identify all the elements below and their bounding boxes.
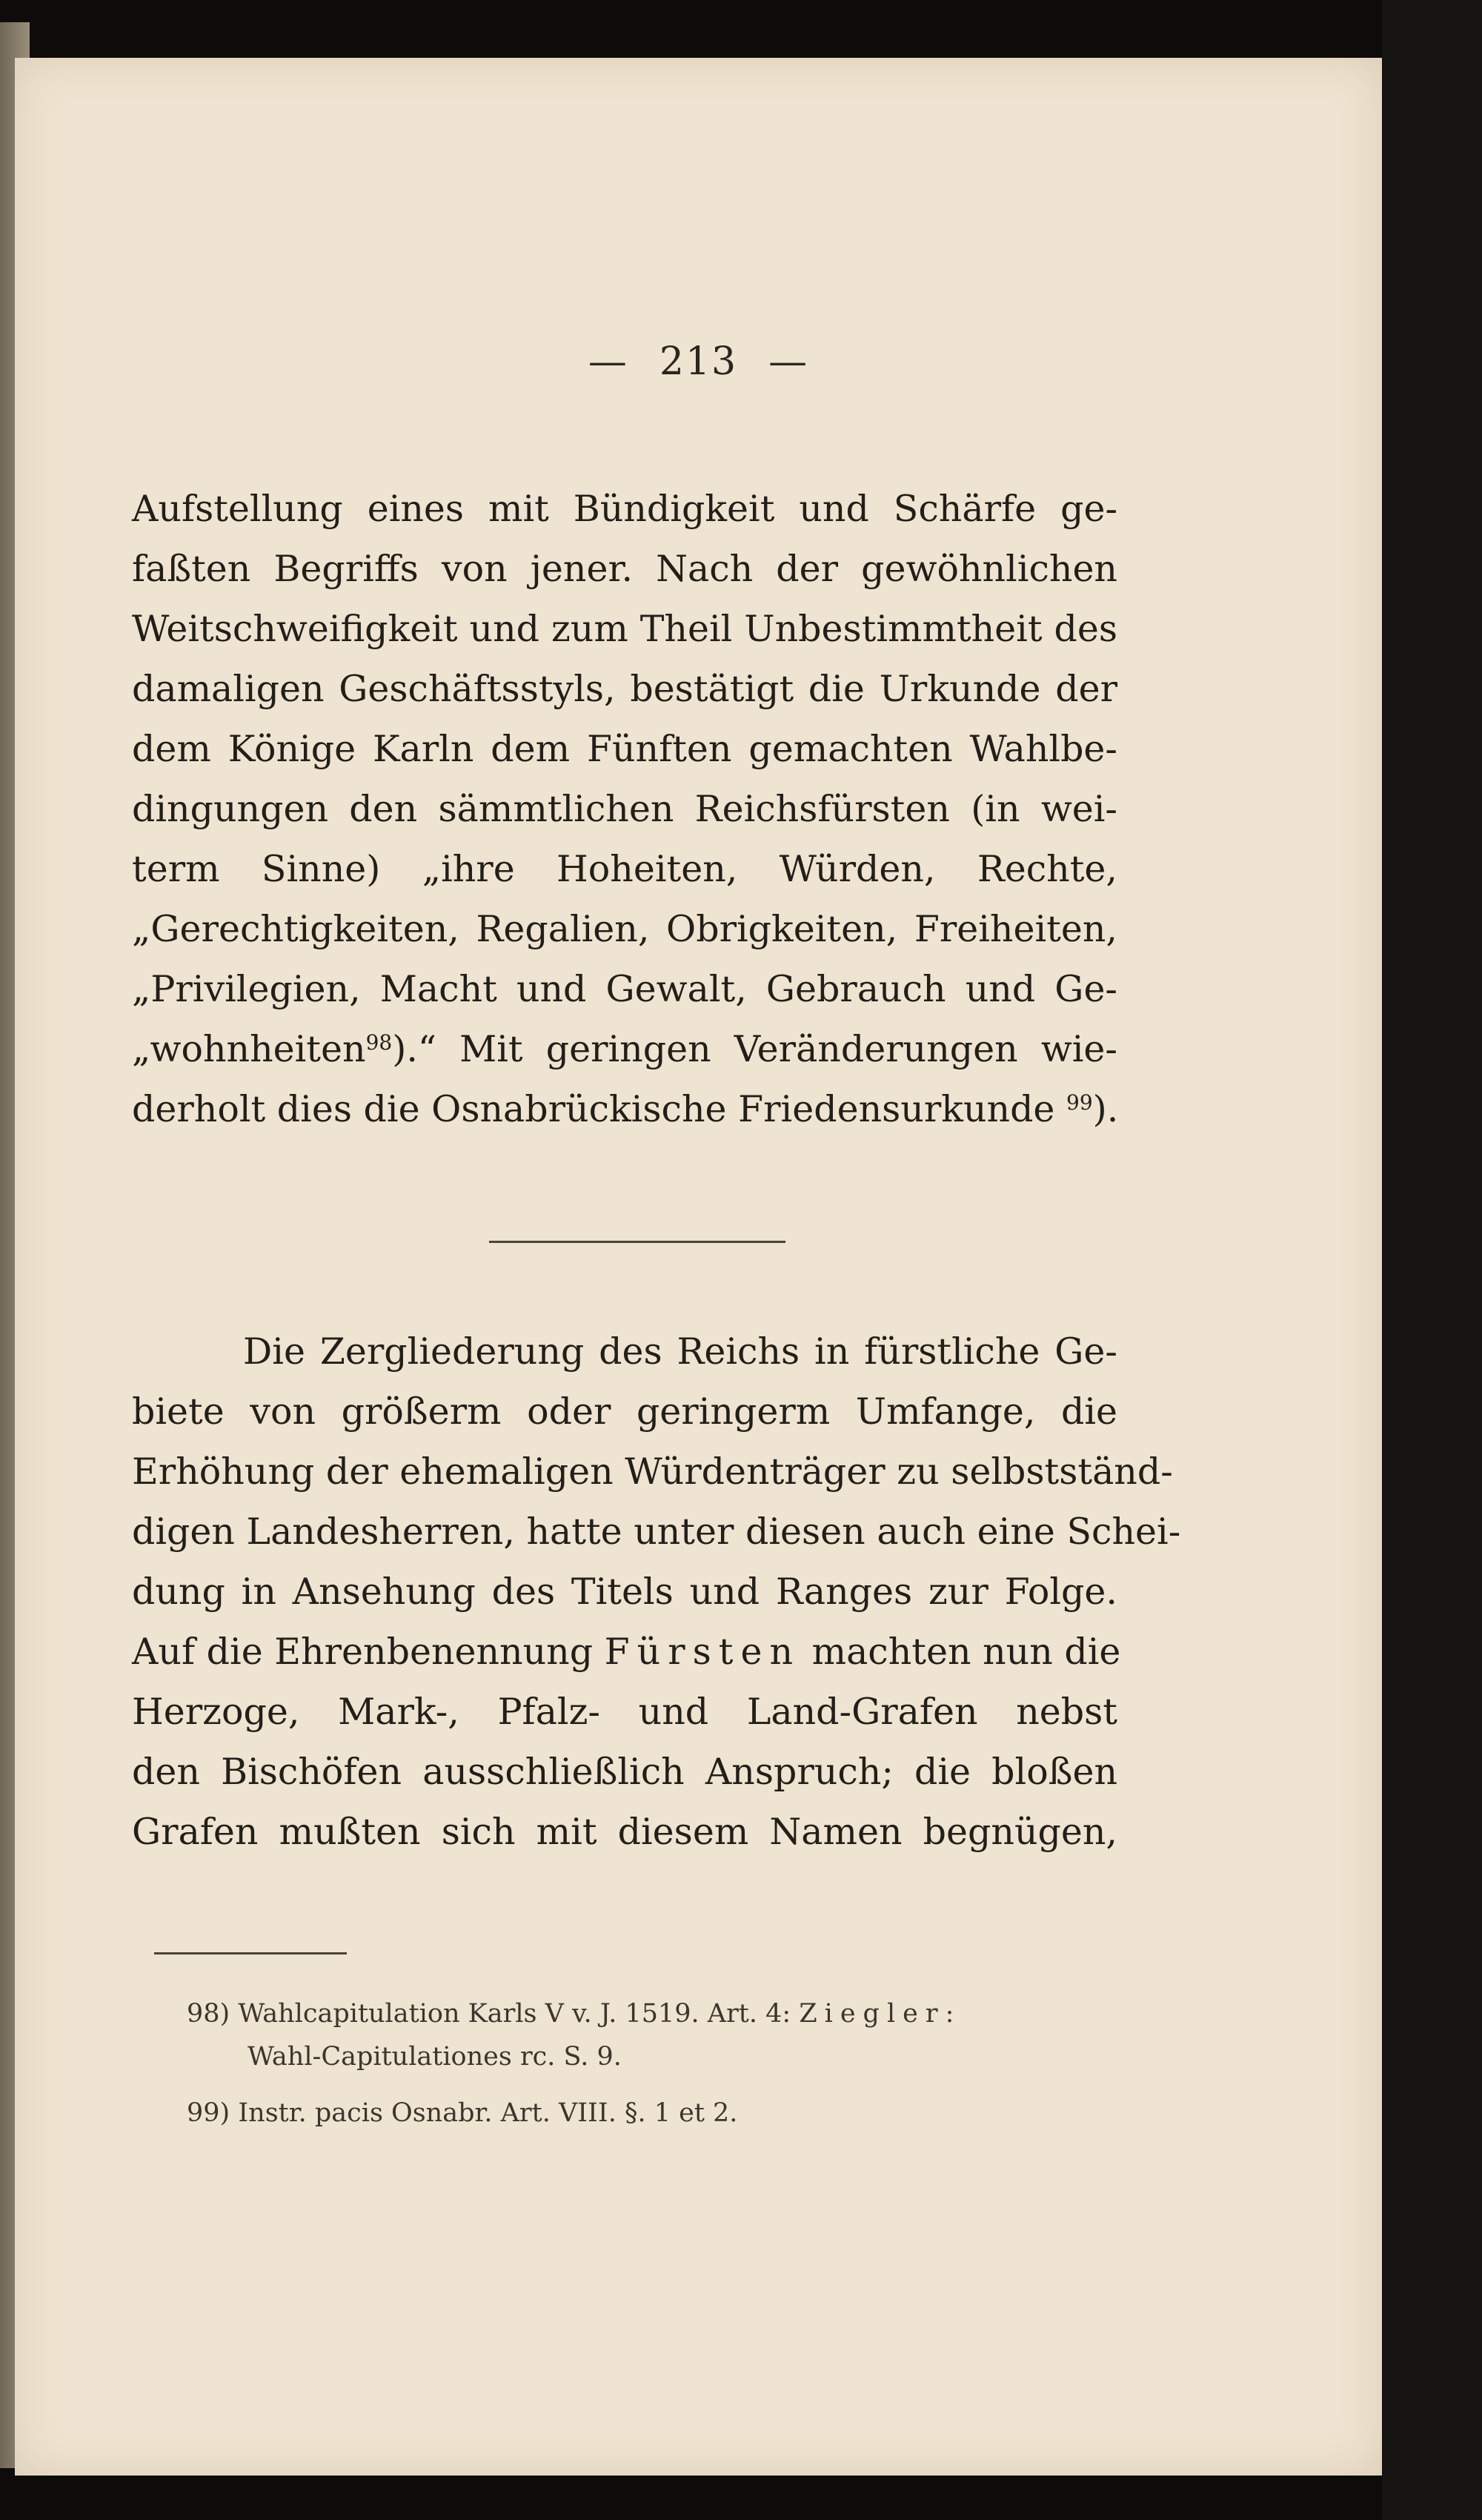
text-line: damaligen Geschäftsstyls, bestätigt die Urkunde der — [132, 668, 1117, 710]
text-line: Die Zergliederung des Reichs in fürstliche Ge- — [243, 1330, 1117, 1373]
text-fragment: „wohnheiten — [132, 1028, 366, 1070]
book-page — [15, 58, 1382, 2476]
header-dash-left: — — [588, 339, 628, 384]
footnote-marker: 98) — [187, 1999, 230, 2029]
footnote-text: Wahlcapitulation Karls V v. J. 1519. Art. 4: — [238, 1999, 800, 2029]
footnote-98 — [187, 1992, 1143, 2035]
text-line: dingungen den sämmtlichen Reichsfürsten (in wei- — [132, 788, 1117, 830]
text-line: „Gerechtigkeiten, Regalien, Obrigkeiten, Freiheiten, — [132, 908, 1117, 950]
paragraph-continuation — [132, 479, 1117, 1139]
text-line: term Sinne) „ihre Hoheiten, Würden, Rechte, — [132, 848, 1117, 890]
text-line: biete von größerm oder geringerm Umfange, die — [132, 1390, 1117, 1433]
footnote-text: Instr. pacis Osnabr. Art. VIII. §. 1 et 2. — [238, 2098, 738, 2128]
footnote-reference: 99 — [1066, 1090, 1093, 1115]
footnote-divider — [154, 1952, 347, 1954]
page-header — [15, 339, 1382, 384]
footnote-99 — [187, 2092, 1143, 2135]
footnote-98-continuation: Wahl-Capitulationes rc. S. 9. — [247, 2042, 622, 2072]
text-fragment: derholt dies die Osnabrückische Friedensurkunde — [132, 1088, 1067, 1130]
section-divider — [489, 1241, 785, 1243]
spaced-emphasis: Fürsten — [604, 1631, 801, 1673]
footnote-marker: 99) — [187, 2098, 230, 2128]
text-line: Grafen mußten sich mit diesem Namen begnügen, — [132, 1811, 1117, 1853]
paragraph-new — [132, 1322, 1181, 1862]
text-line: „Privilegien, Macht und Gewalt, Gebrauch und Ge- — [132, 968, 1117, 1010]
text-line-with-spaced-word — [132, 1622, 1121, 1682]
text-line: dung in Ansehung des Titels und Ranges zur Folge. — [132, 1571, 1117, 1613]
text-line: Aufstellung eines mit Bündigkeit und Schärfe ge- — [132, 488, 1117, 530]
text-line: faßten Begriffs von jener. Nach der gewöhnlichen — [132, 548, 1117, 590]
text-line: Weitschweifigkeit und zum Theil Unbestimmtheit des — [132, 608, 1117, 650]
text-fragment: machten nun die — [800, 1631, 1121, 1673]
text-line: dem Könige Karln dem Fünften gemachten Wahlbe- — [132, 728, 1117, 770]
footnote-reference: 98 — [365, 1030, 393, 1055]
text-fragment: ).“ Mit geringen Veränderungen wie- — [392, 1028, 1117, 1070]
text-line-with-footnote — [132, 1079, 1117, 1139]
text-fragment: ). — [1092, 1088, 1119, 1130]
spaced-emphasis: Ziegler: — [799, 1999, 962, 2029]
text-line: Herzoge, Mark-, Pfalz- und Land-Grafen nebst — [132, 1691, 1117, 1733]
text-fragment: Auf die Ehrenbenennung — [132, 1631, 605, 1673]
text-line: den Bischöfen ausschließlich Anspruch; die bloßen — [132, 1751, 1117, 1793]
text-line: Erhöhung der ehemaligen Würdenträger zu selbstständ- — [132, 1450, 1173, 1493]
footnotes — [187, 1992, 1143, 2135]
text-line: digen Landesherren, hatte unter diesen auch eine Schei- — [132, 1511, 1181, 1553]
page-number: 213 — [659, 339, 738, 384]
text-line-with-footnote — [132, 1019, 1117, 1079]
background-right — [1382, 0, 1482, 2520]
header-dash-right: — — [768, 339, 809, 384]
